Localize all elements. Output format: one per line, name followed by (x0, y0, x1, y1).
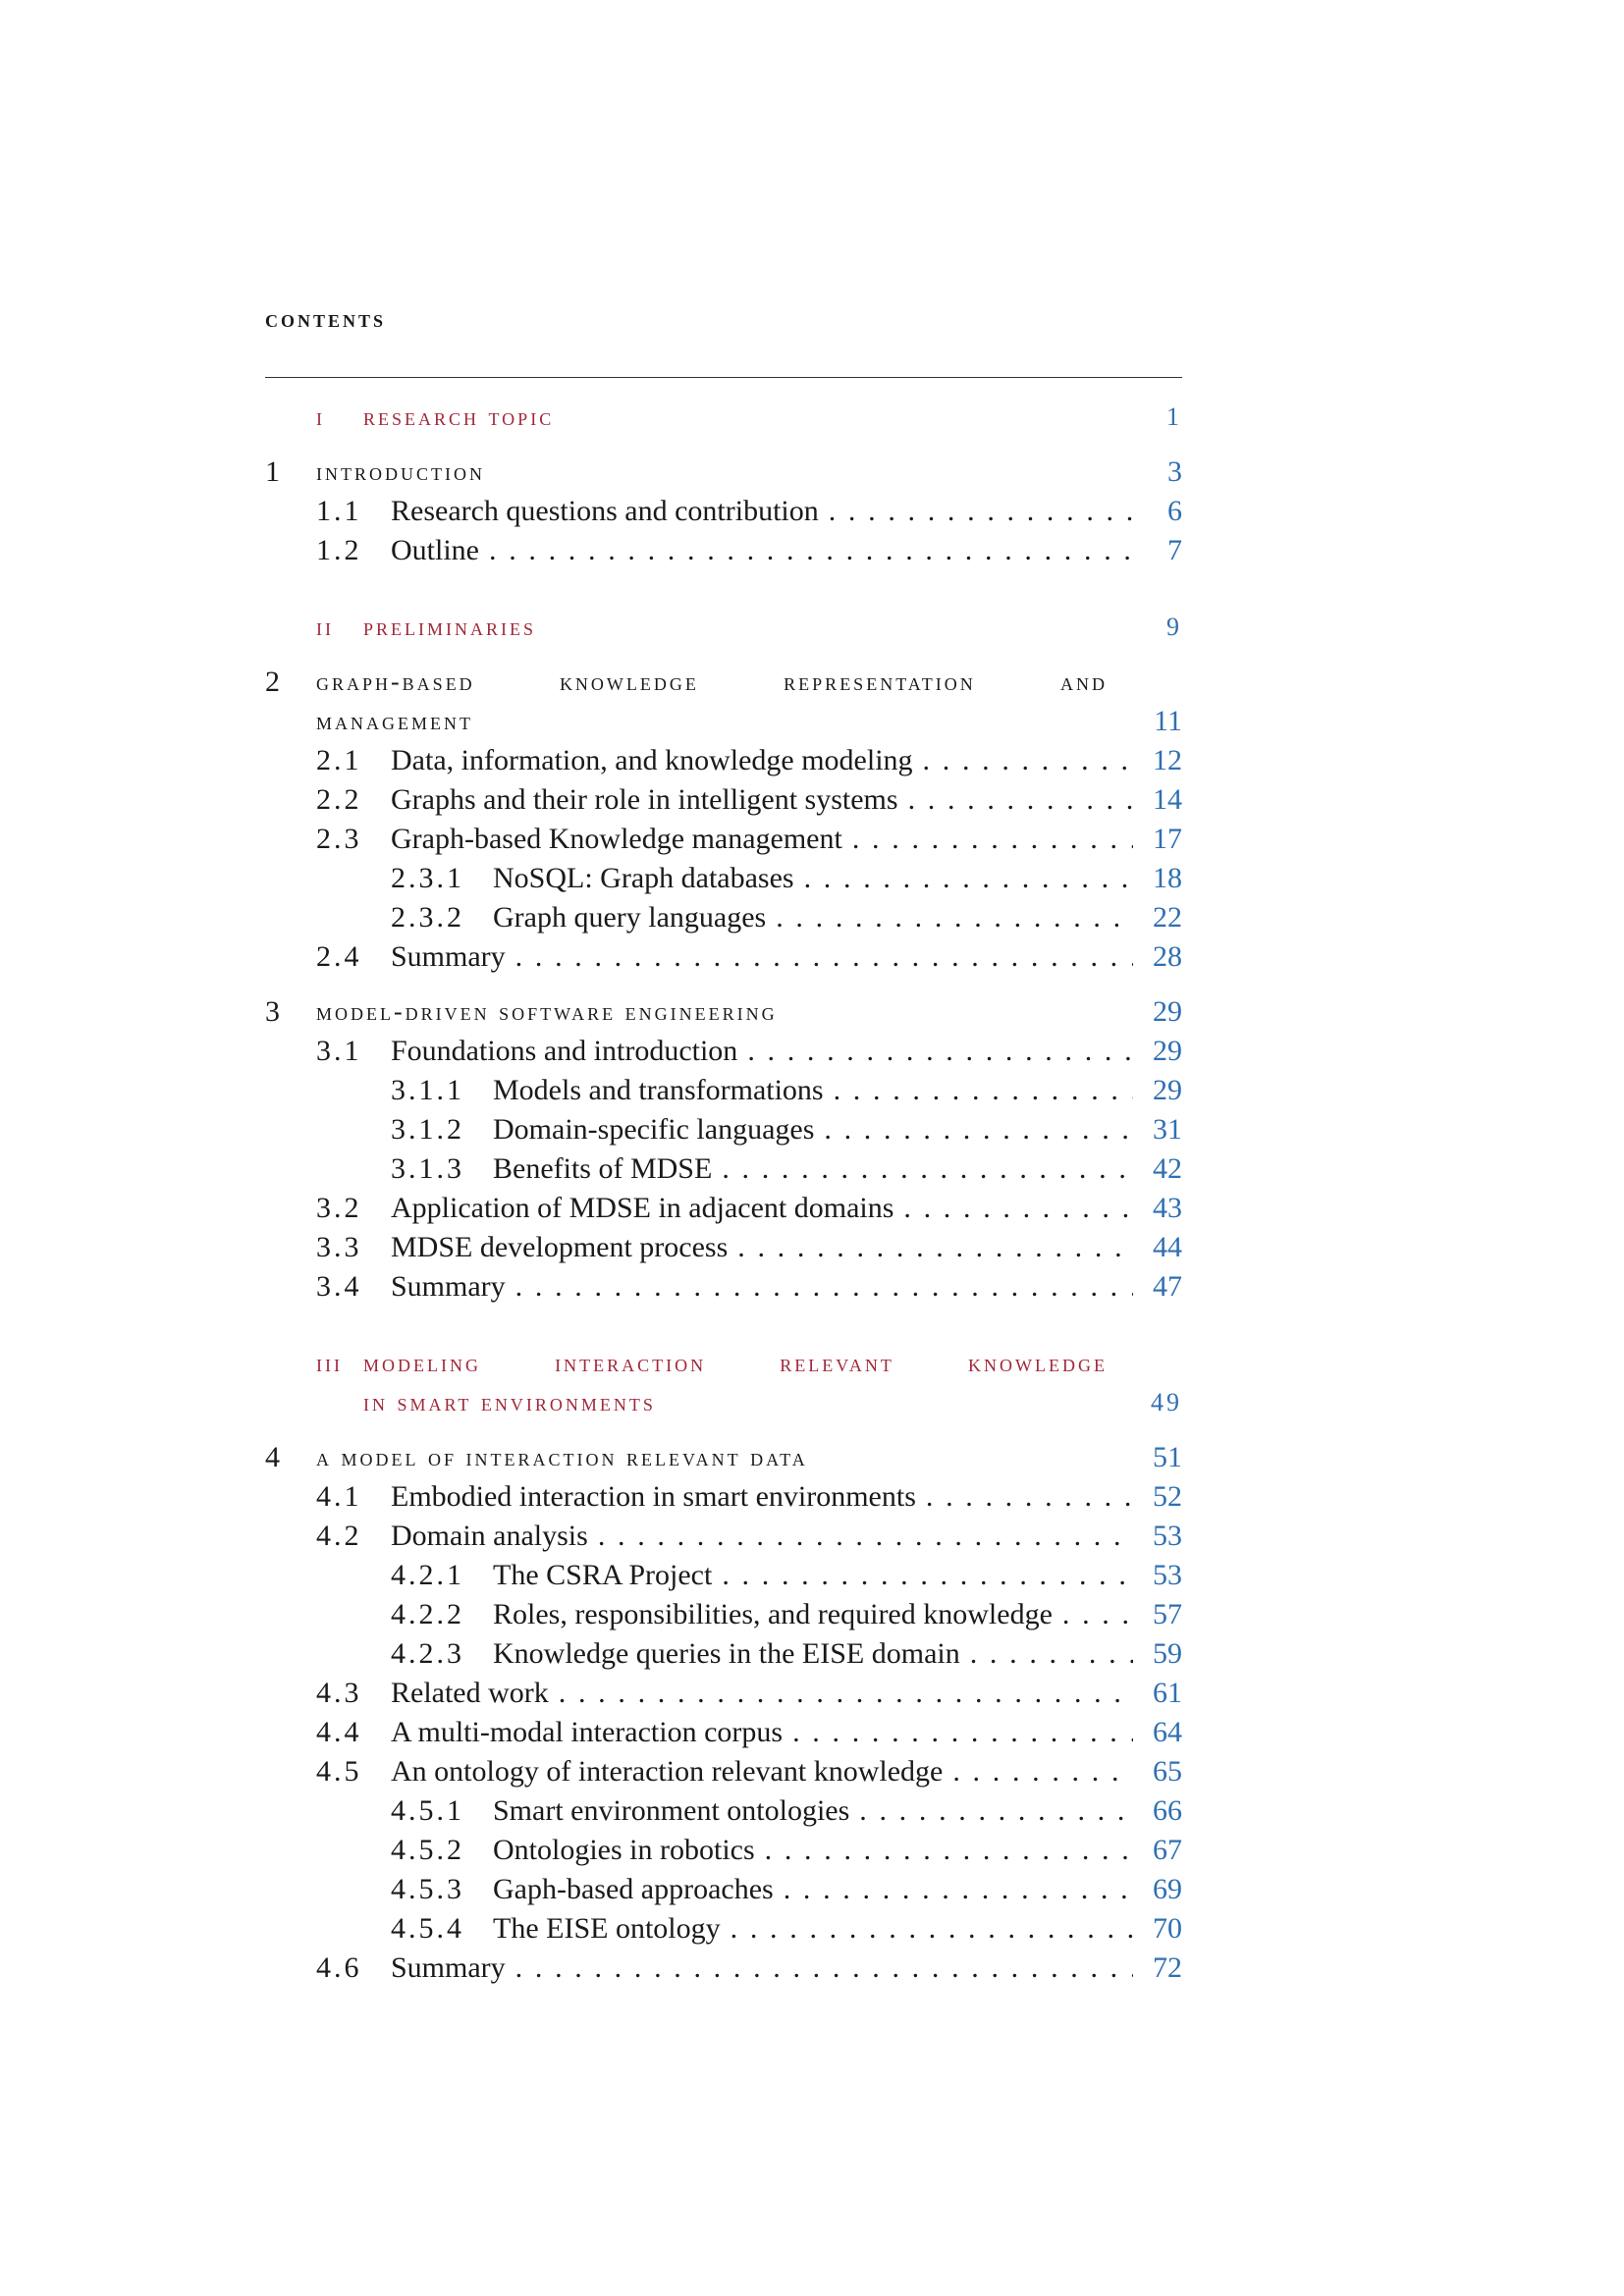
chapter-number: 4 (265, 1441, 280, 1473)
section-number: 2.2 (316, 783, 362, 816)
toc-section[interactable] (265, 1189, 1182, 1228)
chapter-title-line-2: management (316, 707, 473, 735)
toc-subsection[interactable] (265, 1110, 1182, 1149)
section-title: Data, information, and knowledge modeling (391, 741, 923, 780)
subsection-number: 4.2.2 (391, 1598, 464, 1630)
page-link[interactable]: 31 (1153, 1113, 1182, 1146)
section-number: 4.2 (316, 1520, 362, 1552)
subsection-title: The EISE ontology (493, 1909, 731, 1949)
section-number: 3.2 (316, 1192, 362, 1224)
subsection-number: 2.3.2 (391, 901, 464, 934)
part-title: research topic (363, 402, 555, 431)
page-link[interactable]: 28 (1153, 940, 1182, 973)
page-link[interactable]: 3 (1167, 455, 1182, 488)
page-link[interactable]: 6 (1167, 495, 1182, 527)
toc-section[interactable] (265, 820, 1182, 859)
page-link[interactable]: 43 (1153, 1192, 1182, 1224)
subsection-title: Models and transformations (493, 1071, 834, 1110)
subsection-title: Knowledge queries in the EISE domain (493, 1634, 970, 1674)
page-link[interactable]: 42 (1153, 1152, 1182, 1185)
part-title-line-2: in smart environments (363, 1388, 656, 1416)
chapter-title: model-driven software engineering (316, 997, 778, 1026)
toc-section[interactable] (265, 492, 1182, 531)
page-title: contents (265, 304, 387, 333)
subsection-number: 3.1.1 (391, 1074, 464, 1106)
page-link[interactable]: 69 (1153, 1873, 1182, 1905)
toc-section[interactable] (265, 1517, 1182, 1556)
page-link[interactable]: 49 (1151, 1388, 1182, 1416)
toc-subsection[interactable] (265, 1556, 1182, 1595)
toc-chapter-2[interactable] (265, 663, 1182, 702)
page-link[interactable]: 59 (1153, 1637, 1182, 1670)
section-title: Graph-based Knowledge management (391, 820, 852, 859)
page-link[interactable]: 22 (1153, 901, 1182, 934)
section-number: 3.3 (316, 1231, 362, 1263)
section-title: Embodied interaction in smart environments (391, 1477, 926, 1517)
toc-part-3-cont[interactable] (265, 1383, 1182, 1422)
toc-section[interactable] (265, 741, 1182, 780)
section-number: 3.4 (316, 1270, 362, 1303)
toc-subsection[interactable] (265, 1831, 1182, 1870)
section-title: Summary (391, 1949, 515, 1988)
page-link[interactable]: 17 (1153, 823, 1182, 855)
page-link[interactable]: 72 (1153, 1951, 1182, 1984)
subsection-title: NoSQL: Graph databases (493, 859, 804, 898)
page-link[interactable]: 29 (1153, 1035, 1182, 1067)
page-link[interactable]: 64 (1153, 1716, 1182, 1748)
section-title: Research questions and contribution (391, 492, 829, 531)
page-link[interactable]: 51 (1153, 1441, 1182, 1473)
subsection-title: Smart environment ontologies (493, 1791, 859, 1831)
section-number: 4.6 (316, 1951, 362, 1984)
page-link[interactable]: 61 (1153, 1677, 1182, 1709)
section-number: 1.1 (316, 495, 362, 527)
toc-subsection[interactable] (265, 898, 1182, 937)
toc-subsection[interactable] (265, 1909, 1182, 1949)
toc-section[interactable] (265, 1949, 1182, 1988)
subsection-title: Gaph-based approaches (493, 1870, 784, 1909)
section-title: Domain analysis (391, 1517, 598, 1556)
chapter-title-line-1: graph-based knowledge representation and (316, 667, 1108, 696)
page-link[interactable]: 66 (1153, 1794, 1182, 1827)
toc-section[interactable] (265, 1674, 1182, 1713)
subsection-number: 3.1.2 (391, 1113, 464, 1146)
subsection-number: 3.1.3 (391, 1152, 464, 1185)
section-number: 2.3 (316, 823, 362, 855)
section-number: 4.3 (316, 1677, 362, 1709)
part-number: i (316, 402, 325, 431)
chapter-number: 1 (265, 455, 280, 488)
toc-section[interactable] (265, 1477, 1182, 1517)
page-link[interactable]: 67 (1153, 1834, 1182, 1866)
section-number: 4.4 (316, 1716, 362, 1748)
section-title: Outline (391, 531, 489, 570)
section-title: Summary (391, 937, 515, 977)
toc-part-2[interactable] (265, 608, 1182, 647)
toc-subsection[interactable] (265, 1595, 1182, 1634)
page-link[interactable]: 29 (1153, 995, 1182, 1028)
section-title: Graphs and their role in intelligent systems (391, 780, 908, 820)
section-number: 1.2 (316, 534, 362, 566)
toc-section[interactable] (265, 1228, 1182, 1267)
page-link[interactable]: 12 (1153, 744, 1182, 776)
section-number: 2.4 (316, 940, 362, 973)
subsection-number: 4.5.4 (391, 1912, 464, 1945)
part-number: iii (316, 1349, 343, 1377)
page-link[interactable]: 70 (1153, 1912, 1182, 1945)
section-title: A multi-modal interaction corpus (391, 1713, 792, 1752)
subsection-title: Domain-specific languages (493, 1110, 824, 1149)
page-link[interactable]: 14 (1153, 783, 1182, 816)
subsection-number: 4.2.3 (391, 1637, 464, 1670)
toc-section[interactable] (265, 780, 1182, 820)
page-link[interactable]: 57 (1153, 1598, 1182, 1630)
subsection-title: Benefits of MDSE (493, 1149, 722, 1189)
subsection-number: 2.3.1 (391, 862, 464, 894)
section-title: Application of MDSE in adjacent domains (391, 1189, 903, 1228)
section-number: 2.1 (316, 744, 362, 776)
section-title: Summary (391, 1267, 515, 1307)
subsection-title: Graph query languages (493, 898, 776, 937)
page-link[interactable]: 18 (1153, 862, 1182, 894)
toc-page (265, 294, 1182, 1988)
subsection-number: 4.5.3 (391, 1873, 464, 1905)
page-link[interactable]: 9 (1166, 613, 1182, 641)
toc-subsection[interactable] (265, 859, 1182, 898)
toc-chapter-2-cont[interactable] (265, 702, 1182, 741)
toc-subsection[interactable] (265, 1870, 1182, 1909)
toc-section[interactable] (265, 1752, 1182, 1791)
chapter-title: introduction (316, 457, 485, 486)
toc-part-3[interactable] (265, 1344, 1182, 1383)
toc-subsection[interactable] (265, 1149, 1182, 1189)
subsection-title: Roles, responsibilities, and required knowledge (493, 1595, 1062, 1634)
section-title: An ontology of interaction relevant knowledge (391, 1752, 952, 1791)
page-link[interactable]: 1 (1166, 402, 1182, 431)
subsection-number: 4.5.1 (391, 1794, 464, 1827)
toc-section[interactable] (265, 1032, 1182, 1071)
part-title: preliminaries (363, 613, 537, 641)
section-title: MDSE development process (391, 1228, 737, 1267)
toc-chapter-3[interactable] (265, 992, 1182, 1032)
subsection-title: The CSRA Project (493, 1556, 722, 1595)
section-title: Foundations and introduction (391, 1032, 747, 1071)
page-link[interactable]: 53 (1153, 1520, 1182, 1552)
section-number: 3.1 (316, 1035, 362, 1067)
toc-chapter-1[interactable] (265, 453, 1182, 492)
section-number: 4.1 (316, 1480, 362, 1513)
section-title: Related work (391, 1674, 559, 1713)
title-rule (265, 377, 1182, 378)
toc-section[interactable] (265, 937, 1182, 977)
toc-part-1[interactable] (265, 398, 1182, 437)
subsection-number: 4.5.2 (391, 1834, 464, 1866)
page-link[interactable]: 52 (1153, 1480, 1182, 1513)
part-number: ii (316, 613, 334, 641)
toc-section[interactable] (265, 1713, 1182, 1752)
page-link[interactable]: 65 (1153, 1755, 1182, 1788)
page-link[interactable]: 47 (1153, 1270, 1182, 1303)
page-link[interactable]: 44 (1153, 1231, 1182, 1263)
chapter-number: 2 (265, 666, 280, 698)
page-link[interactable]: 53 (1153, 1559, 1182, 1591)
subsection-title: Ontologies in robotics (493, 1831, 765, 1870)
chapter-title: a model of interaction relevant data (316, 1443, 808, 1471)
subsection-number: 4.2.1 (391, 1559, 464, 1591)
toc-subsection[interactable] (265, 1791, 1182, 1831)
page-link[interactable]: 29 (1153, 1074, 1182, 1106)
section-number: 4.5 (316, 1755, 362, 1788)
toc-section[interactable] (265, 531, 1182, 570)
toc-section[interactable] (265, 1267, 1182, 1307)
page-link[interactable]: 7 (1167, 534, 1182, 566)
toc-chapter-4[interactable] (265, 1438, 1182, 1477)
toc-subsection[interactable] (265, 1071, 1182, 1110)
part-title-line-1: modeling interaction relevant knowledge (363, 1349, 1108, 1377)
page-link[interactable]: 11 (1154, 705, 1182, 737)
chapter-number: 3 (265, 995, 280, 1028)
toc-subsection[interactable] (265, 1634, 1182, 1674)
